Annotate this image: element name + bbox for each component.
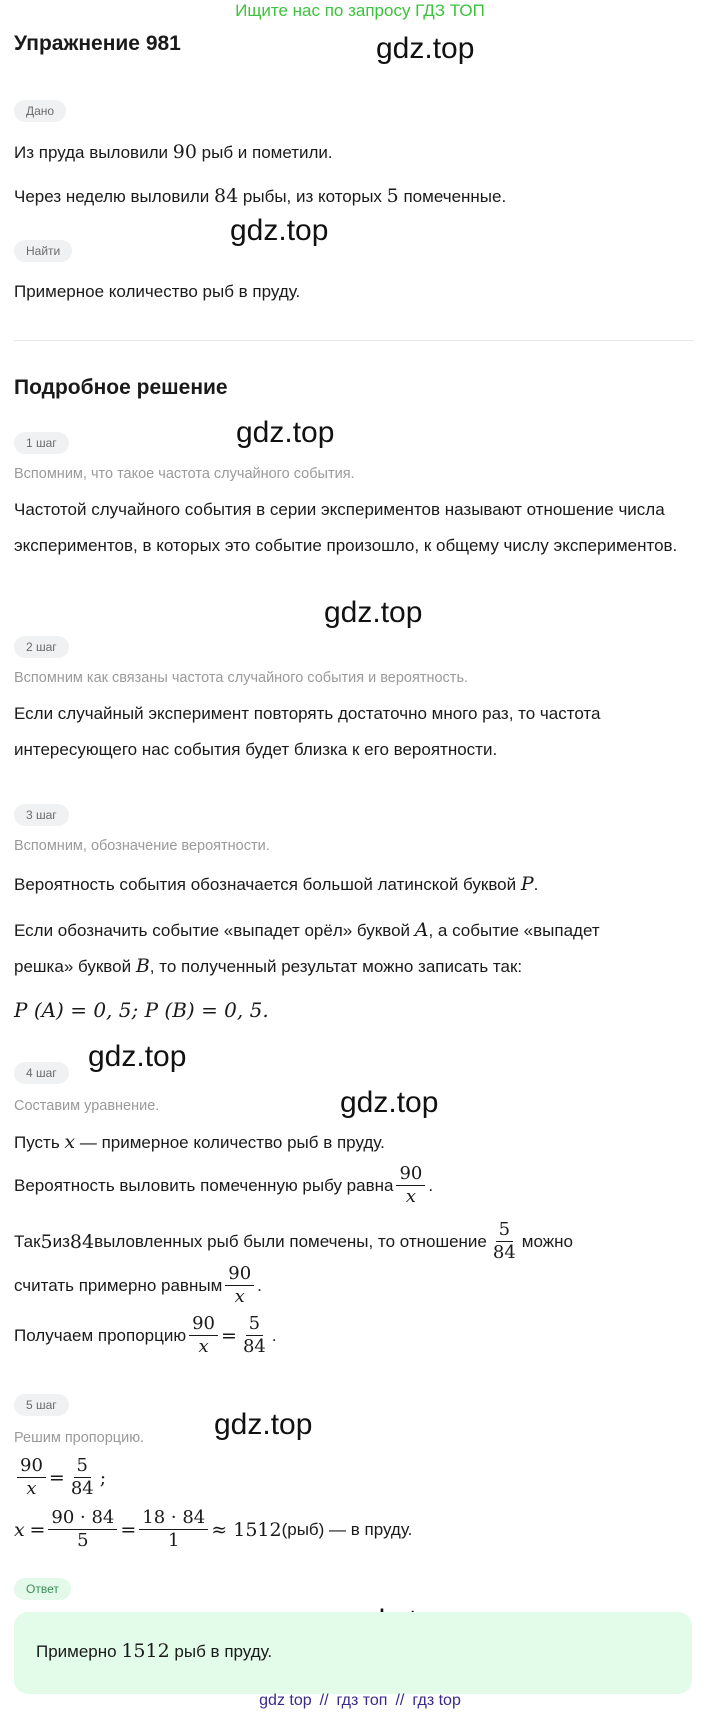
fraction: $\frac{90}{x}$	[17, 1456, 46, 1499]
watermark: gdz.top	[230, 214, 329, 247]
fraction: $\frac{5}{84}$	[70, 1455, 94, 1499]
step-3-line-2: Если обозначить событие «выпадет орёл» буквой A, а событие «выпадет	[14, 919, 600, 941]
step-4-line-2: Вероятность выловить помеченную рыбу равна $\frac{90}{x}$ .	[14, 1163, 434, 1207]
step-2-text: Если случайный эксперимент повторять достаточно много раз, то частота интересующего нас события будет близка к его вероятности.	[14, 704, 601, 759]
divider	[14, 340, 694, 341]
given-line-2: Через неделю выловили 84 рыбы, из которых 5 помеченные.	[14, 185, 507, 207]
watermark: gdz.top	[236, 416, 335, 449]
fraction: $\frac{18 \cdot 84}{1}$	[139, 1508, 208, 1551]
answer-section	[14, 1578, 71, 1600]
step-4-line-5: Получаем пропорцию $\frac{90}{x}$ = $\frac{5}{84}$ .	[14, 1313, 277, 1357]
step-4-label: 4 шаг	[14, 1062, 69, 1084]
step-1	[14, 432, 69, 454]
find-section	[14, 240, 72, 262]
step-3	[14, 804, 69, 826]
solution-title: Подробное решение	[14, 376, 228, 399]
footer-link[interactable]: gdz top	[259, 1692, 312, 1709]
step-4-line-3: Так 5 из 84 выловленных рыб были помечены, то отношение $\frac{5}{84}$ можно	[14, 1219, 573, 1263]
step-4-line-1: Пусть x — примерное количество рыб в пруду.	[14, 1131, 385, 1153]
watermark: gdz.top	[376, 32, 475, 65]
watermark: gdz.top	[324, 596, 423, 629]
given-line-1: Из пруда выловили 90 рыб и пометили.	[14, 141, 333, 163]
step-3-formula: P (A) = 0, 5; P (B) = 0, 5.	[14, 998, 269, 1022]
step-2-hint: Вспомним как связаны частота случайного события и вероятность.	[14, 670, 469, 686]
step-5-label: 5 шаг	[14, 1394, 69, 1416]
page-title: Упражнение 981	[14, 32, 181, 55]
step-1-hint: Вспомним, что такое частота случайного события.	[14, 466, 355, 482]
step-5-equation-1: $\frac{90}{x}$ = $\frac{5}{84}$ ;	[14, 1456, 106, 1499]
footer-link[interactable]: гдз топ	[336, 1692, 388, 1709]
answer-label: Ответ	[14, 1578, 71, 1600]
step-1-label: 1 шаг	[14, 432, 69, 454]
step-2-label: 2 шаг	[14, 636, 69, 658]
step-4	[14, 1062, 69, 1084]
step-3-line-1: Вероятность события обозначается большой латинской буквой P.	[14, 873, 539, 895]
step-5-hint: Решим пропорцию.	[14, 1430, 145, 1446]
watermark: gdz.top	[214, 1408, 313, 1441]
fraction: $\frac{5}{84}$	[242, 1313, 266, 1357]
step-5-equation-2: x = $\frac{90 \cdot 84}{5}$ = $\frac{18 \cdot 84}{1}$ ≈ 1512 (рыб) — в пруду.	[14, 1507, 413, 1551]
fraction: $\frac{90 \cdot 84}{5}$	[48, 1508, 117, 1551]
step-3-line-3: решка» буквой B, то полученный результат можно записать так:	[14, 955, 523, 977]
fraction: $\frac{90}{x}$	[189, 1314, 218, 1357]
fraction: $\frac{90}{x}$	[225, 1264, 254, 1307]
step-3-hint: Вспомним, обозначение вероятности.	[14, 838, 270, 854]
promo-banner: Ищите нас по запросу ГДЗ ТОП	[235, 1, 485, 20]
step-4-hint: Составим уравнение.	[14, 1098, 160, 1114]
watermark: gdz.top	[340, 1086, 439, 1119]
step-3-label: 3 шаг	[14, 804, 69, 826]
watermark: gdz.top	[88, 1040, 187, 1073]
step-4-line-4: считать примерно равным $\frac{90}{x}$ .	[14, 1263, 262, 1307]
fraction: $\frac{90}{x}$	[396, 1164, 425, 1207]
step-1-text: Частотой случайного события в серии экспериментов называют отношение числа экспериментов, в которых это событие произошло, к общему числу экспериментов.	[14, 500, 678, 555]
footer-links: gdz top // гдз топ // гдз top	[259, 1692, 461, 1709]
fraction: $\frac{5}{84}$	[492, 1219, 516, 1263]
step-2	[14, 636, 69, 658]
find-label: Найти	[14, 240, 72, 262]
footer-link[interactable]: гдз top	[412, 1692, 461, 1709]
step-5	[14, 1394, 69, 1416]
given-section	[14, 100, 66, 122]
given-label: Дано	[14, 100, 66, 122]
find-text: Примерное количество рыб в пруду.	[14, 282, 301, 301]
answer-text: Примерно 1512 рыб в пруду.	[36, 1640, 273, 1662]
